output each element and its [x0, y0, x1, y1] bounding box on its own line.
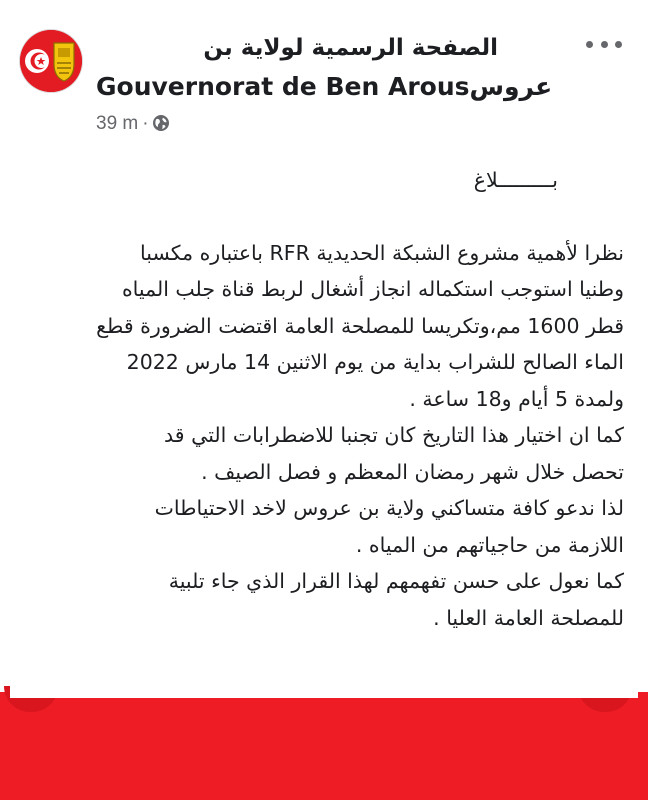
bottom-red-band: [0, 692, 648, 800]
post-body-line: الماء الصالح للشراب بداية من يوم الاثنين 14 مارس 2022: [126, 350, 624, 374]
post-body-line: تحصل خلال شهر رمضان المعظم و فصل الصيف .: [201, 459, 624, 484]
post-body-line: نظرا لأهمية مشروع الشبكة الحديدية RFR باعتباره مكسبا: [140, 240, 624, 265]
meta-separator: ·: [142, 113, 149, 134]
post-body-line: كما ان اختيار هذا التاريخ كان تجنبا للاضطرابات التي قد: [164, 423, 624, 447]
page-name-line-2[interactable]: عروسGouvernorat de Ben Arous: [96, 72, 553, 101]
more-dots-icon: [615, 41, 622, 48]
post-body-line: وطنيا استوجب استكماله انجاز أشغال لربط قناة جلب المياه: [121, 277, 624, 301]
more-dots-icon: [601, 41, 608, 48]
page-name-line-1[interactable]: الصفحة الرسمية لولاية بن: [203, 35, 498, 61]
more-dots-icon: [586, 41, 593, 48]
post-card: [10, 12, 638, 698]
post-meta: [96, 112, 170, 136]
post-body-line: كما نعول على حسن تفهمهم لهذا القرار الذي جاء تلبية: [168, 569, 624, 593]
governorate-emblem-icon: [20, 30, 82, 92]
page-avatar[interactable]: [20, 30, 82, 92]
post-time[interactable]: 39 m: [96, 113, 139, 134]
post-body-line: اللازمة من حاجياتهم من المياه .: [355, 532, 624, 557]
post-header: [10, 12, 638, 142]
more-options-button[interactable]: [586, 32, 622, 56]
post-body: [28, 162, 624, 636]
post-body-line: لذا ندعو كافة متساكني ولاية بن عروس لاخد الاحتياطات: [154, 496, 624, 520]
announcement-title: بـــــــــلاغ: [473, 168, 558, 192]
globe-icon[interactable]: [152, 114, 170, 132]
post-body-line: قطر 1600 مم،وتكريسا للمصلحة العامة اقتضت الضرورة قطع: [96, 313, 624, 338]
post-body-line: ولمدة 5 أيام و18 ساعة .: [409, 386, 624, 411]
post-body-line: للمصلحة العامة العليا .: [433, 605, 624, 630]
